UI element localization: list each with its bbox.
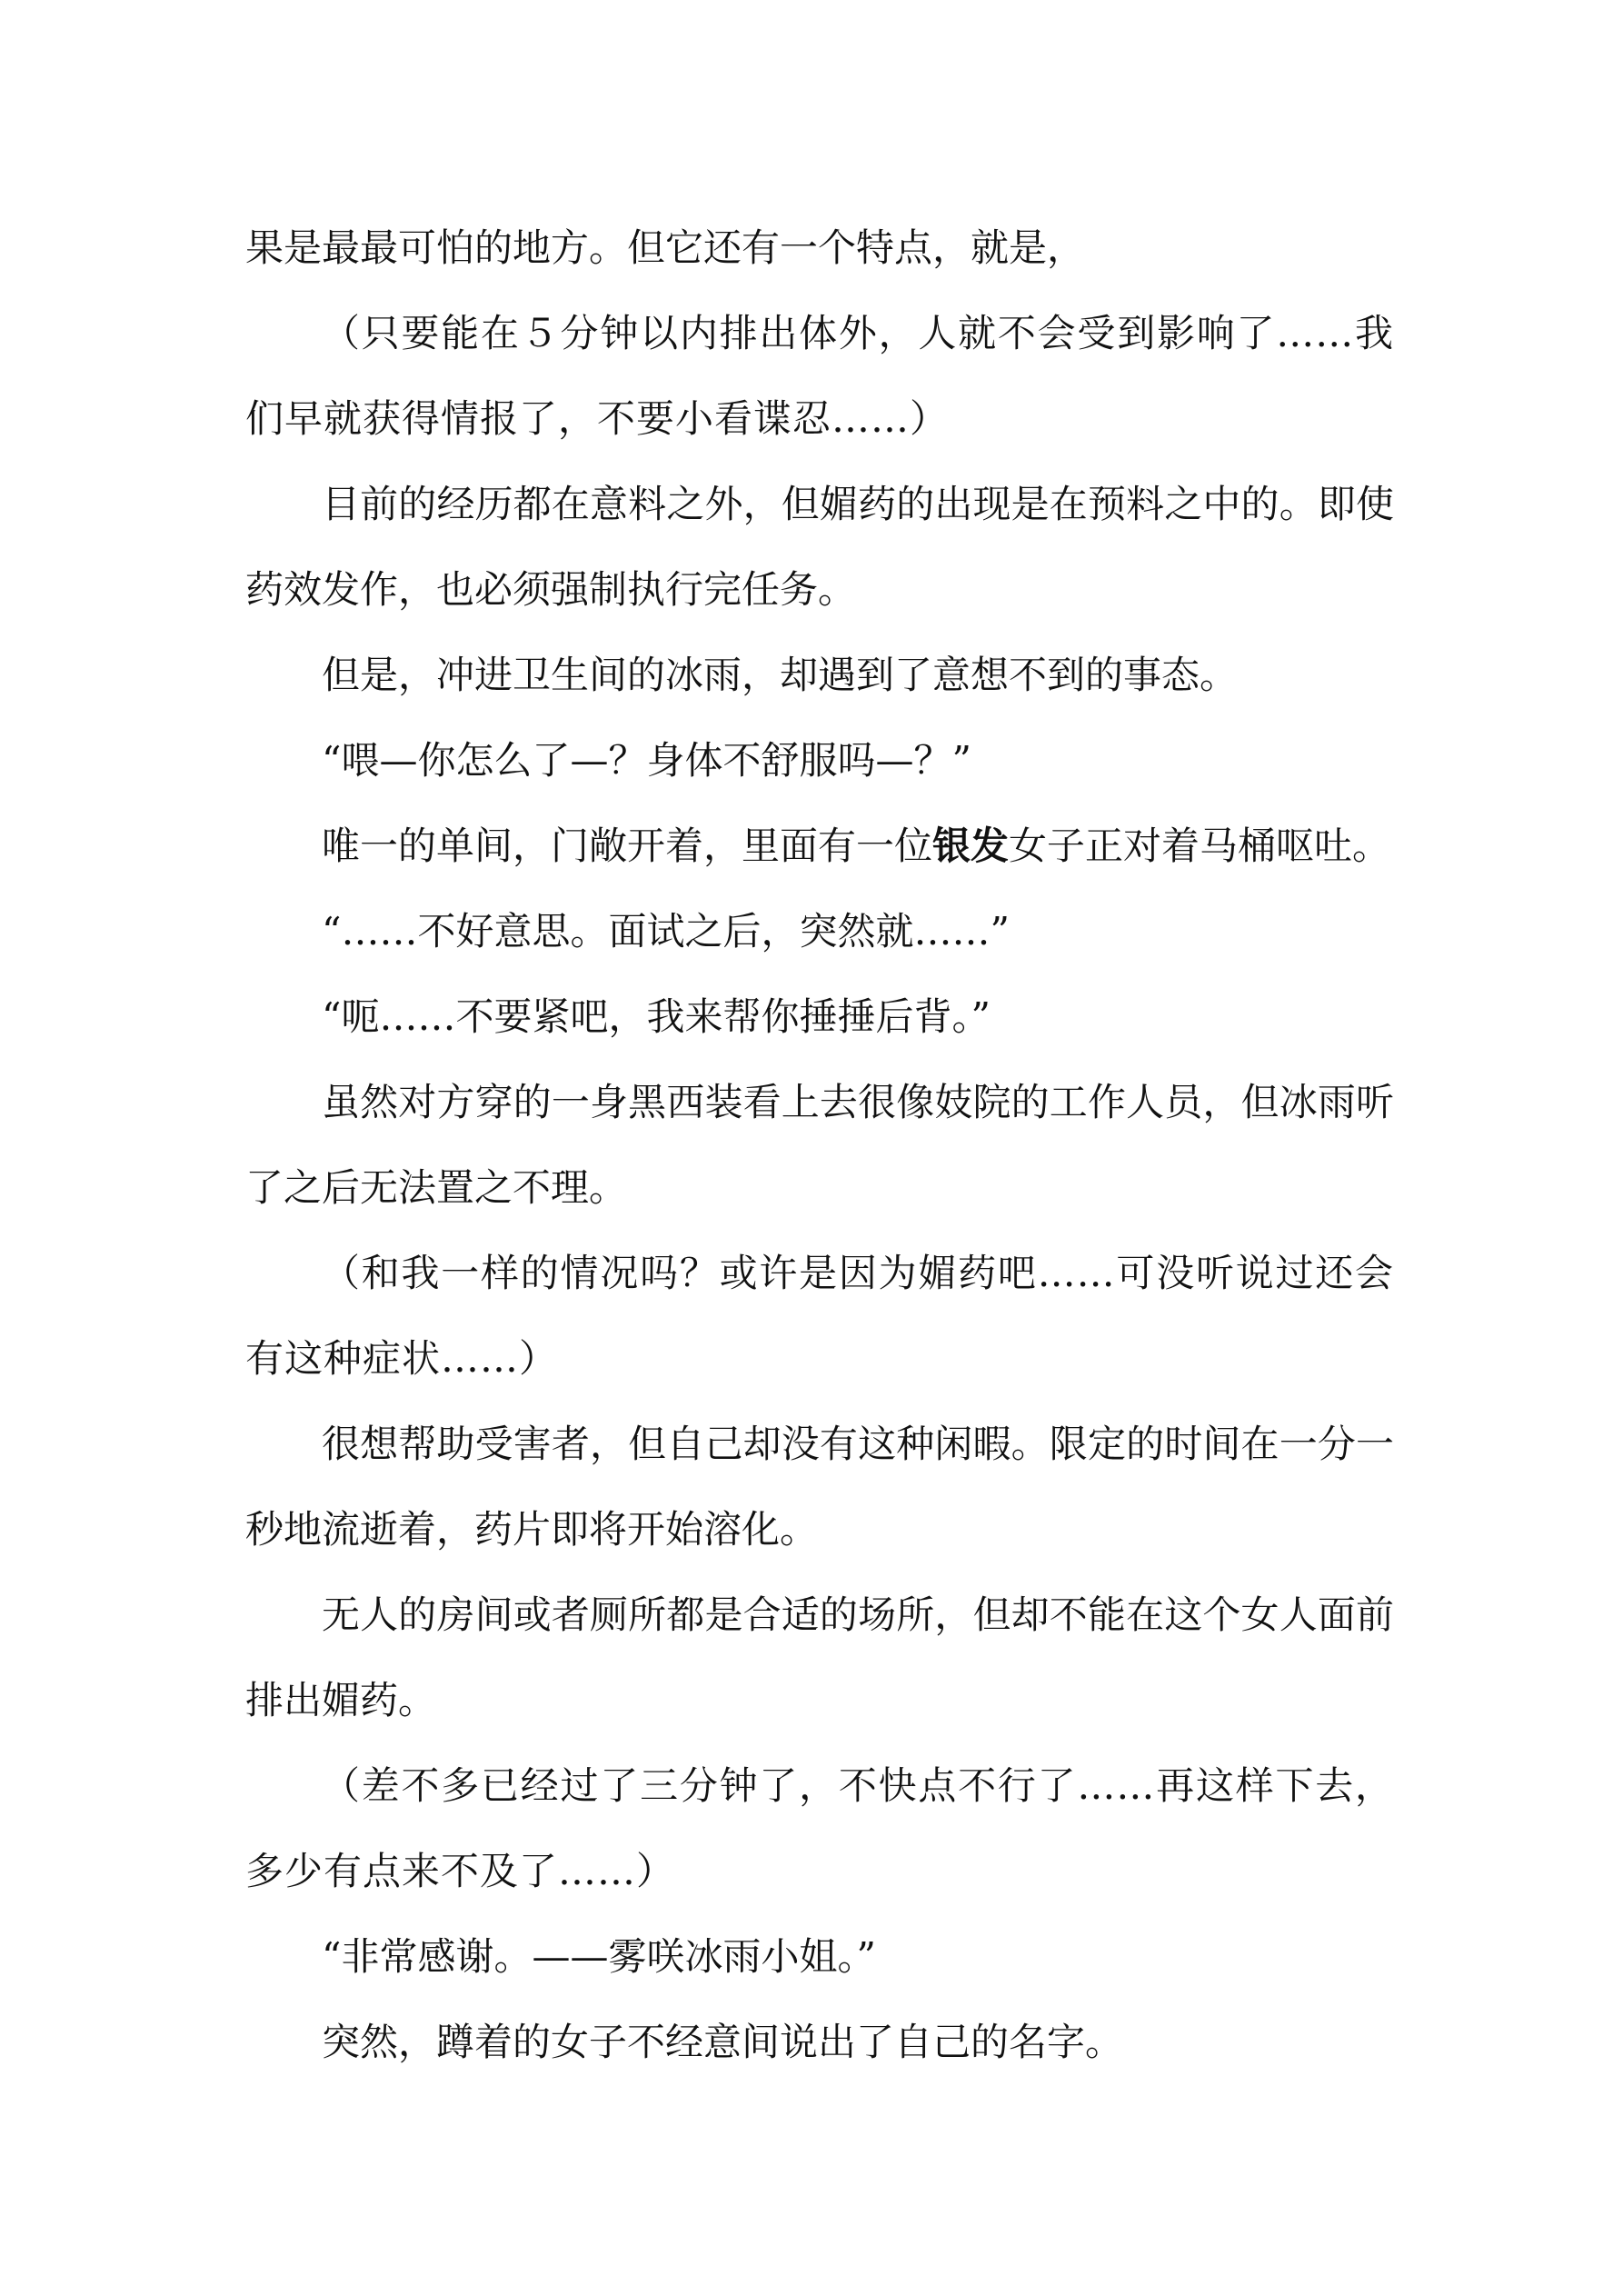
paragraph-10-thought: （和我一样的情况吗？或许是因为媚药吧……可没听说过还会有这种症状……） bbox=[245, 1251, 1394, 1381]
paragraph-13-thought: （差不多已经过了三分钟了，不快点不行了……再这样下去，多少有点来不及了……） bbox=[245, 1763, 1394, 1893]
paragraph-6 bbox=[245, 804, 1394, 889]
paragraph-3: 目前的经历都在意料之外，但媚药的出现是在预料之中的。即使药效发作，也必须强制执行完任务。 bbox=[245, 482, 1394, 612]
paragraph-14-dialogue: “非常感谢。——雾咲冰雨小姐。” bbox=[322, 1934, 876, 1979]
paragraph-5-dialogue: “喂—你怎么了—？身体不舒服吗—？” bbox=[322, 738, 971, 783]
paragraph-7-dialogue: “……不好意思。面试之后，突然就……” bbox=[322, 909, 1010, 953]
paragraph-9: 虽然对方穿的一身黑西装看上去很像妓院的工作人员，但冰雨听了之后无法置之不理。 bbox=[245, 1080, 1394, 1210]
paragraph-6-bold-text: 银发 bbox=[932, 824, 1010, 868]
paragraph-8-dialogue: “呃……不要紧吧，我来帮你捶捶后背。” bbox=[322, 994, 991, 1039]
paragraph-1: 果是最最可怕的地方。但它还有一个特点，就是， bbox=[245, 225, 1086, 270]
paragraph-12: 无人的房间或者厕所都是合适的场所，但却不能在这个女人面前排出媚药。 bbox=[245, 1592, 1394, 1722]
paragraph-15: 突然，蹲着的女子不经意间说出了自己的名字。 bbox=[322, 2020, 1124, 2064]
paragraph-2-thought: （只要能在５分钟以内排出体外，人就不会受到影响了……我们早就获得情报了，不要小看谍忍……） bbox=[245, 311, 1394, 441]
paragraph-4: 但是，冲进卫生间的冰雨，却遇到了意想不到的事态。 bbox=[322, 653, 1239, 697]
paragraph-6-text-after: 女子正对着马桶呕吐。 bbox=[1009, 824, 1391, 868]
paragraph-11: 很想帮助受害者，但自己却没有这种闲暇。限定的时间在一分一秒地流逝着，药片即将开始溶化。 bbox=[245, 1422, 1394, 1552]
document-body bbox=[245, 205, 1394, 2085]
paragraph-6-text-before: 唯一的单间，门敞开着，里面有一位 bbox=[322, 824, 933, 868]
